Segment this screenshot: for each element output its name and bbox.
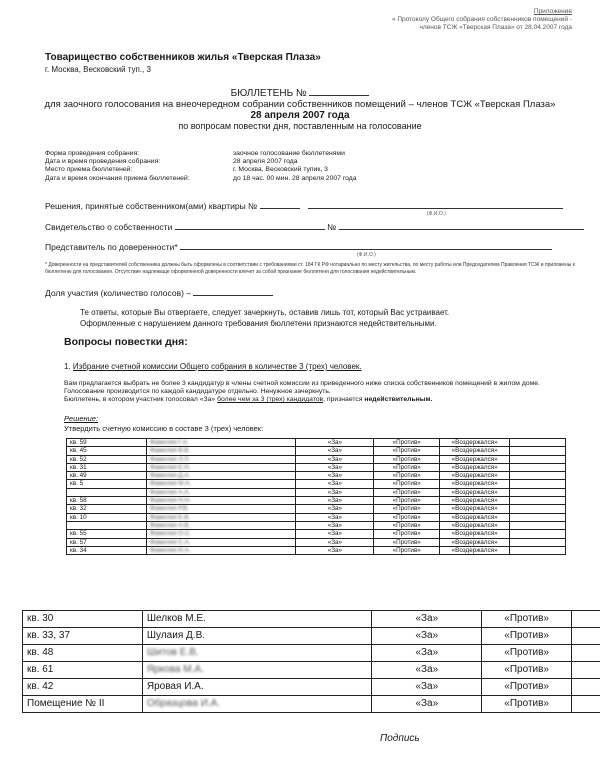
share-label: Доля участия (количество голосов) – bbox=[45, 288, 192, 298]
candidate-row bbox=[67, 463, 566, 471]
apartment-cell: кв. 42 bbox=[23, 679, 143, 696]
vote-abstain-option[interactable]: «Воздержался» bbox=[440, 488, 510, 496]
question-1-desc-1: Вам предлагается выбрать не более 3 кандидатур в члены счетной комиссии из приведенного ниже списка собственников помещений в жилом доме. bbox=[64, 380, 540, 387]
apartment-cell: кв. 52 bbox=[67, 455, 147, 463]
abstain-cell-cut bbox=[572, 645, 600, 662]
meeting-detail-value: до 18 час. 00 мин. 28 апреля 2007 года bbox=[233, 174, 357, 182]
page-gap bbox=[0, 572, 600, 608]
candidate-name-cell: Фамилия Д.А. bbox=[146, 472, 296, 480]
apartment-cell: кв. 5 bbox=[67, 480, 147, 488]
candidate-name-cell: Фамилия А.А. bbox=[146, 488, 296, 496]
apartment-number-input[interactable] bbox=[260, 200, 300, 209]
instruction-line-2: Оформленные с нарушением данного требования бюллетени признаются недействительными. bbox=[80, 319, 437, 328]
meeting-detail-key: Дата и время окончания приема бюллетеней: bbox=[45, 174, 190, 182]
abstain-cell-cut bbox=[572, 628, 600, 645]
meeting-details bbox=[45, 150, 465, 183]
question-1-description bbox=[64, 380, 564, 405]
bulletin-title: БЮЛЛЕТЕНЬ № bbox=[230, 88, 307, 99]
candidate-row bbox=[67, 447, 566, 455]
apartment-cell: кв. 32 bbox=[67, 505, 147, 513]
empty-cell bbox=[510, 488, 566, 496]
vote-for-option[interactable]: «За» bbox=[296, 455, 374, 463]
question-1-desc-3b: более чем за 3 (трех) кандидатов bbox=[217, 396, 324, 404]
vote-abstain-option[interactable]: «Воздержался» bbox=[440, 480, 510, 488]
decisions-field bbox=[45, 200, 563, 211]
candidate-row bbox=[67, 546, 566, 554]
vote-for-option[interactable]: «За» bbox=[296, 546, 374, 554]
vote-abstain-option[interactable]: «Воздержался» bbox=[440, 530, 510, 538]
abstain-cell-cut bbox=[572, 696, 600, 713]
share-field bbox=[45, 287, 273, 298]
candidate-row bbox=[67, 488, 566, 496]
candidate-name-cell: Фамилия М.А. bbox=[146, 480, 296, 488]
empty-cell bbox=[510, 538, 566, 546]
fio-caption-2: (Ф.И.О.) bbox=[357, 252, 376, 258]
vote-for-option[interactable]: «За» bbox=[372, 662, 482, 679]
empty-cell bbox=[510, 455, 566, 463]
candidate-row bbox=[67, 538, 566, 546]
meeting-detail-row bbox=[45, 150, 465, 158]
apartment-cell: кв. 55 bbox=[67, 530, 147, 538]
representative-field bbox=[45, 241, 552, 252]
meeting-detail-key: Дата и время проведения собрания: bbox=[45, 158, 161, 166]
meeting-detail-value: заочное голосование бюллетенями bbox=[233, 150, 345, 157]
agenda-title: Вопросы повестки дня: bbox=[64, 336, 188, 348]
apartment-cell: кв. 57 bbox=[67, 538, 147, 546]
apartment-cell: кв. 10 bbox=[67, 513, 147, 521]
certificate-field bbox=[45, 221, 584, 232]
candidate-row bbox=[23, 611, 600, 628]
empty-cell bbox=[510, 463, 566, 471]
vote-abstain-option[interactable]: «Воздержался» bbox=[440, 538, 510, 546]
candidate-row bbox=[67, 472, 566, 480]
candidate-name-cell: Яркова М.А. bbox=[142, 662, 372, 679]
candidate-row bbox=[67, 521, 566, 529]
empty-cell bbox=[510, 505, 566, 513]
candidate-name-cell: Фамилия Л.Л. bbox=[146, 455, 296, 463]
vote-for-option[interactable]: «За» bbox=[372, 696, 482, 713]
vote-abstain-option[interactable]: «Воздержался» bbox=[440, 546, 510, 554]
vote-for-option[interactable]: «За» bbox=[296, 538, 374, 546]
vote-against-option[interactable]: «Против» bbox=[374, 538, 440, 546]
signature-label: Подпись bbox=[380, 733, 420, 744]
apartment-cell: кв. 49 bbox=[67, 472, 147, 480]
candidate-row bbox=[67, 505, 566, 513]
apartment-cell bbox=[67, 521, 147, 529]
meeting-detail-value: 28 апреля 2007 года bbox=[233, 158, 298, 166]
vote-against-option[interactable]: «Против» bbox=[482, 628, 572, 645]
vote-abstain-option[interactable]: «Воздержался» bbox=[440, 472, 510, 480]
candidate-row bbox=[23, 628, 600, 645]
apartment-cell: кв. 34 bbox=[67, 546, 147, 554]
instruction-line-1: Те ответы, которые Вы отвергаете, следует зачеркнуть, оставив лишь тот, который Вас устраивает. bbox=[80, 308, 450, 317]
vote-for-option[interactable]: «За» bbox=[296, 447, 374, 455]
candidate-name-cell: Фамилия С.А. bbox=[146, 538, 296, 546]
apartment-cell: кв. 61 bbox=[23, 662, 143, 679]
vote-for-option[interactable]: «За» bbox=[296, 497, 374, 505]
apartment-cell bbox=[67, 488, 147, 496]
vote-abstain-option[interactable]: «Воздержался» bbox=[440, 521, 510, 529]
bulletin-purpose: для заочного голосования на внеочередном собрании собственников помещений – членов ТСЖ «Тверская Плаза» bbox=[44, 99, 556, 110]
question-1-number: 1. bbox=[64, 362, 71, 371]
meeting-detail-key: Форма проведения собрания: bbox=[45, 150, 140, 157]
candidate-name-cell: Фамилия Е.В. bbox=[146, 513, 296, 521]
representative-input[interactable] bbox=[180, 241, 552, 250]
candidate-name-cell: Фамилия В.В. bbox=[146, 447, 296, 455]
empty-cell bbox=[510, 497, 566, 505]
candidate-name-cell: Яровая И.А. bbox=[142, 679, 372, 696]
candidate-name-cell: Шитов Е.В. bbox=[142, 645, 372, 662]
bulletin-number-blank bbox=[309, 87, 369, 96]
apartment-cell: кв. 33, 37 bbox=[23, 628, 143, 645]
share-input[interactable] bbox=[193, 287, 273, 296]
apartment-cell: кв. 31 bbox=[67, 463, 147, 471]
question-1-desc-3c: , признается bbox=[323, 396, 363, 404]
organization-block bbox=[45, 52, 321, 74]
question-1-desc-3d: недействительным. bbox=[364, 396, 433, 404]
question-1-desc-2: Голосование производится по каждой кандидатуре отдельно. Ненужное зачеркнуть. bbox=[64, 388, 331, 396]
vote-against-option[interactable]: «Против» bbox=[374, 488, 440, 496]
appendix-line-2: членов ТСЖ «Тверская Плаза» от 28.04.2007 года bbox=[419, 24, 572, 31]
vote-against-option[interactable]: «Против» bbox=[482, 611, 572, 628]
vote-against-option[interactable]: «Против» bbox=[374, 447, 440, 455]
candidate-name-cell: Шелков М.Е. bbox=[142, 611, 372, 628]
organization-name: Товарищество собственников жилья «Тверская Плаза» bbox=[45, 52, 321, 63]
vote-against-option[interactable]: «Против» bbox=[374, 480, 440, 488]
bulletin-date: 28 апреля 2007 года bbox=[250, 110, 350, 121]
candidate-row bbox=[67, 513, 566, 521]
meeting-detail-key: Место приема бюллетеней: bbox=[45, 166, 133, 174]
vote-against-option[interactable]: «Против» bbox=[374, 513, 440, 521]
vote-abstain-option[interactable]: «Воздержался» bbox=[440, 497, 510, 505]
appendix-note bbox=[312, 8, 572, 32]
candidate-row bbox=[23, 679, 600, 696]
fio-caption: (Ф.И.О.) bbox=[427, 211, 446, 217]
vote-against-option[interactable]: «Против» bbox=[374, 455, 440, 463]
question-1-text: Избрание счетной комиссии Общего собрания в количестве 3 (трех) человек. bbox=[72, 362, 362, 371]
vote-for-option[interactable]: «За» bbox=[372, 611, 482, 628]
candidate-row bbox=[23, 662, 600, 679]
candidate-row bbox=[23, 696, 600, 713]
vote-against-option[interactable]: «Против» bbox=[374, 497, 440, 505]
vote-against-option[interactable]: «Против» bbox=[482, 662, 572, 679]
abstain-cell-cut bbox=[572, 662, 600, 679]
instructions bbox=[80, 307, 449, 329]
representative-label: Представитель по доверенности* bbox=[45, 242, 178, 252]
bulletin-subtitle: по вопросам повестки дня, поставленным на голосование bbox=[178, 121, 422, 131]
apartment-cell: кв. 45 bbox=[67, 447, 147, 455]
vote-for-option[interactable]: «За» bbox=[296, 439, 374, 447]
decision-text: Утвердить счетную комиссию в составе 3 (трех) человек: bbox=[64, 424, 264, 433]
vote-against-option[interactable]: «Против» bbox=[482, 696, 572, 713]
candidate-name-cell: Образцова И.А. bbox=[142, 696, 372, 713]
candidate-name-cell: Фамилия А.В. bbox=[146, 521, 296, 529]
vote-for-option[interactable]: «За» bbox=[372, 645, 482, 662]
vote-abstain-option[interactable]: «Воздержался» bbox=[440, 513, 510, 521]
vote-abstain-option[interactable]: «Воздержался» bbox=[440, 505, 510, 513]
abstain-cell-cut bbox=[572, 679, 600, 696]
candidate-row bbox=[67, 480, 566, 488]
empty-cell bbox=[510, 480, 566, 488]
decision-label: Решение: bbox=[64, 414, 99, 423]
vote-against-option[interactable]: «Против» bbox=[374, 463, 440, 471]
apartment-cell: кв. 59 bbox=[67, 439, 147, 447]
candidate-name-cell: Шулаия Д.В. bbox=[142, 628, 372, 645]
organization-address: г. Москва, Весковский туп., 3 bbox=[45, 65, 151, 74]
vote-abstain-option[interactable]: «Воздержался» bbox=[440, 447, 510, 455]
apartment-cell: кв. 30 bbox=[23, 611, 143, 628]
candidate-row bbox=[67, 455, 566, 463]
vote-against-option[interactable]: «Против» bbox=[482, 645, 572, 662]
empty-cell bbox=[510, 439, 566, 447]
empty-cell bbox=[510, 530, 566, 538]
candidate-row bbox=[67, 497, 566, 505]
candidate-name-cell: Фамилия Р.В. bbox=[146, 505, 296, 513]
apartment-cell: кв. 58 bbox=[67, 497, 147, 505]
vote-against-option[interactable]: «Против» bbox=[374, 439, 440, 447]
owner-name-input[interactable] bbox=[308, 200, 563, 209]
empty-cell bbox=[510, 521, 566, 529]
certificate-number-input[interactable] bbox=[339, 221, 584, 230]
candidate-name-cell: Фамилия Е.Н. bbox=[146, 463, 296, 471]
certificate-number-label: № bbox=[327, 222, 337, 232]
vote-for-option[interactable]: «За» bbox=[296, 505, 374, 513]
vote-for-option[interactable]: «За» bbox=[372, 679, 482, 696]
vote-against-option[interactable]: «Против» bbox=[482, 679, 572, 696]
vote-against-option[interactable]: «Против» bbox=[374, 505, 440, 513]
apartment-cell: Помещение № II bbox=[23, 696, 143, 713]
candidate-name-cell: Фамилия Г.А. bbox=[146, 439, 296, 447]
candidate-table-top bbox=[66, 438, 566, 555]
vote-for-option[interactable]: «За» bbox=[372, 628, 482, 645]
candidate-name-cell: Фамилия О.С. bbox=[146, 530, 296, 538]
empty-cell bbox=[510, 447, 566, 455]
question-1 bbox=[64, 362, 362, 371]
empty-cell bbox=[510, 546, 566, 554]
vote-abstain-option[interactable]: «Воздержался» bbox=[440, 455, 510, 463]
question-1-desc-3a: Бюллетень, в котором участник голосовал «За» bbox=[64, 396, 216, 404]
vote-for-option[interactable]: «За» bbox=[296, 530, 374, 538]
vote-against-option[interactable]: «Против» bbox=[374, 472, 440, 480]
vote-against-option[interactable]: «Против» bbox=[374, 530, 440, 538]
vote-against-option[interactable]: «Против» bbox=[374, 546, 440, 554]
empty-cell bbox=[510, 513, 566, 521]
certificate-input[interactable] bbox=[175, 221, 325, 230]
vote-against-option[interactable]: «Против» bbox=[374, 521, 440, 529]
decisions-label: Решения, принятые собственником(ами) квартиры № bbox=[45, 201, 258, 211]
vote-for-option[interactable]: «За» bbox=[296, 521, 374, 529]
empty-cell bbox=[510, 472, 566, 480]
meeting-detail-row bbox=[45, 166, 465, 174]
vote-for-option[interactable]: «За» bbox=[296, 513, 374, 521]
vote-abstain-option[interactable]: «Воздержался» bbox=[440, 463, 510, 471]
candidate-row bbox=[67, 439, 566, 447]
candidate-table-bottom bbox=[22, 610, 600, 713]
candidate-row bbox=[23, 645, 600, 662]
candidate-name-cell: Фамилия И.А. bbox=[146, 546, 296, 554]
bulletin-header bbox=[40, 87, 560, 131]
certificate-label: Свидетельство о собственности bbox=[45, 222, 173, 232]
question-1-desc-3 bbox=[64, 396, 564, 404]
vote-for-option[interactable]: «За» bbox=[296, 488, 374, 496]
vote-for-option[interactable]: «За» bbox=[296, 480, 374, 488]
appendix-title: Приложение bbox=[533, 8, 572, 15]
vote-for-option[interactable]: «За» bbox=[296, 463, 374, 471]
meeting-detail-row bbox=[45, 175, 465, 183]
vote-abstain-option[interactable]: «Воздержался» bbox=[440, 439, 510, 447]
appendix-line-1: « Протоколу Общего собрания собственников помещений - bbox=[391, 16, 572, 23]
apartment-cell: кв. 48 bbox=[23, 645, 143, 662]
abstain-cell-cut bbox=[572, 611, 600, 628]
power-of-attorney-footnote: * Доверенности на представителей собственника должны быть оформлены в соответствии с требованиями ст. 184 ГК РФ нотариально по месту жительства, по месту работы или Председателем Правления ТСЖ и приложены к бюллетеню для голосования. Отсутствие надлежаще оформленной доверенности влечет за собой признание бюллетеня для голосования недействительным. bbox=[45, 262, 575, 275]
candidate-name-cell: Фамилия Н.Н. bbox=[146, 497, 296, 505]
vote-for-option[interactable]: «За» bbox=[296, 472, 374, 480]
candidate-row bbox=[67, 530, 566, 538]
bulletin-number-line bbox=[40, 87, 560, 99]
meeting-detail-value: г. Москва, Весковский тупик, 3 bbox=[233, 166, 328, 174]
